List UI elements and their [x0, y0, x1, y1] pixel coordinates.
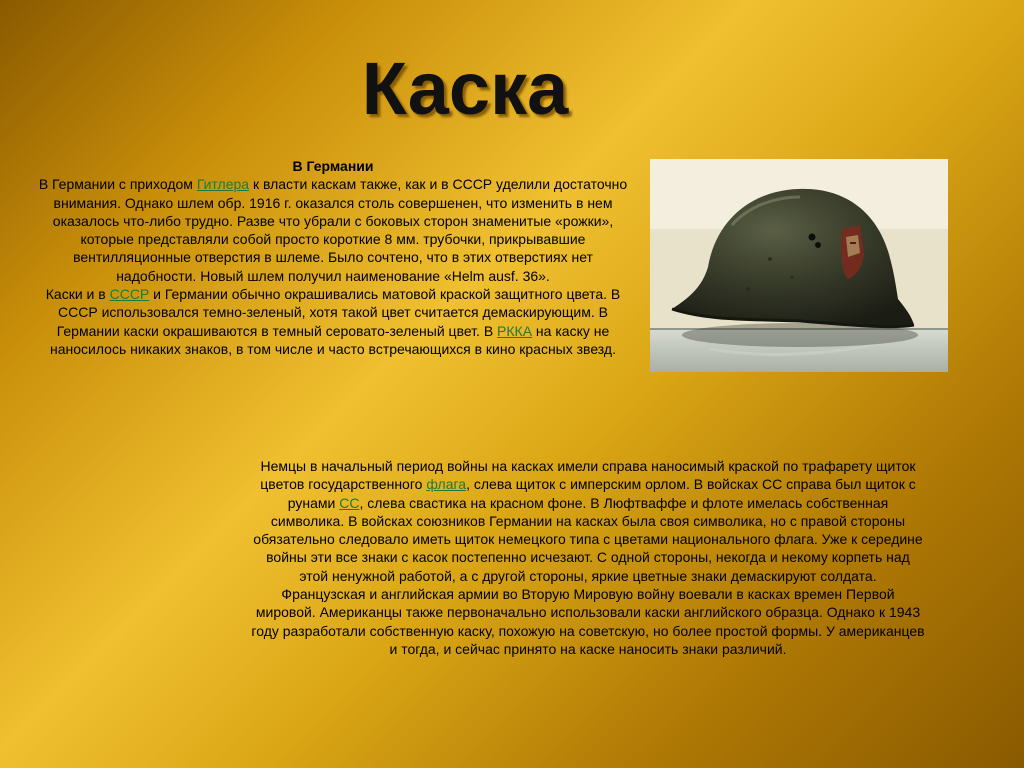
- text-run: на каску не наносилось никаких знаков, в том числе и часто встречающихся в кино красных звезд.: [50, 322, 616, 357]
- slide-title: Каска: [361, 47, 569, 130]
- text-run: В Германии с приходом: [38, 176, 197, 193]
- helmet-illustration: [650, 159, 948, 372]
- ss-link[interactable]: СС: [339, 494, 360, 511]
- text-run: , слева щиток с имперским орлом. В войсках СС справа был щиток с рунами: [287, 476, 916, 511]
- paragraph-allies: Французская и английская армии во Вторую Мировую войну воевали в касках времен Первой мировой. Американцы также первоначально использовали каски английского образца. Однако к 1943 году разработали собственную каску, похожую на советскую, но более простой формы. У американцев и тогда, и сейчас принято на каске наносить знаки различий.: [251, 586, 925, 657]
- flag-link[interactable]: флага: [426, 476, 467, 493]
- helmet-photo: [650, 159, 948, 372]
- vent-hole: [809, 234, 816, 241]
- paragraph-helmet-1936: [36, 175, 630, 285]
- text-run: , слева свастика на красном фоне. В Люфтваффе и флоте имелась собственная символика. В войсках союзников Германии на касках была своя символика, но с правой стороны обязательно следовало иметь щиток немецкого типа с цветами национального флага. Уже к середине войны эти все знаки с касок постепенно исчезают. С одной стороны, некогда и некому корпеть над этой ненужной работой, а с другой стороны, яркие цветные знаки демаскируют солдата.: [253, 494, 923, 584]
- vent-hole: [815, 242, 821, 248]
- rkka-link[interactable]: РККА: [497, 322, 533, 339]
- text-run: Немцы в начальный период войны на касках имели справа наносимый краской по трафарету щиток цветов государственного: [260, 458, 916, 493]
- text-run: и Германии обычно окрашивались матовой краской защитного цвета. В СССР использовался темно-зеленый, хотя такой цвет считается демаскирующим. В Германии каски окрашиваются в темный серовато-зеленый цвет. В: [56, 286, 621, 339]
- ussr-link[interactable]: СССР: [109, 286, 150, 303]
- hitler-link[interactable]: Гитлера: [196, 176, 250, 193]
- paragraph-insignia: [250, 457, 926, 585]
- text-block-insignia: [250, 457, 926, 658]
- text-run: Каски и в: [45, 286, 110, 303]
- section-heading: В Германии: [292, 158, 374, 174]
- paragraph-paint-color: [36, 285, 630, 358]
- text-block-germany: [36, 157, 630, 358]
- text-run: к власти каскам также, как и в СССР уделили достаточно внимания. Однако шлем обр. 1916 г. оказался столь совершенен, что изменить в нем оказалось что-либо трудно. Разве что убрали с боковых сторон знаменитые «рожки», которые представляли собой просто короткие 8 мм. трубочки, прикрывавшие вентилляционные отверстия в шлеме. Было сочтено, что в этих отверстиях нет надобности. Новый шлем получил наименование «Helm ausf. 36».: [52, 176, 628, 284]
